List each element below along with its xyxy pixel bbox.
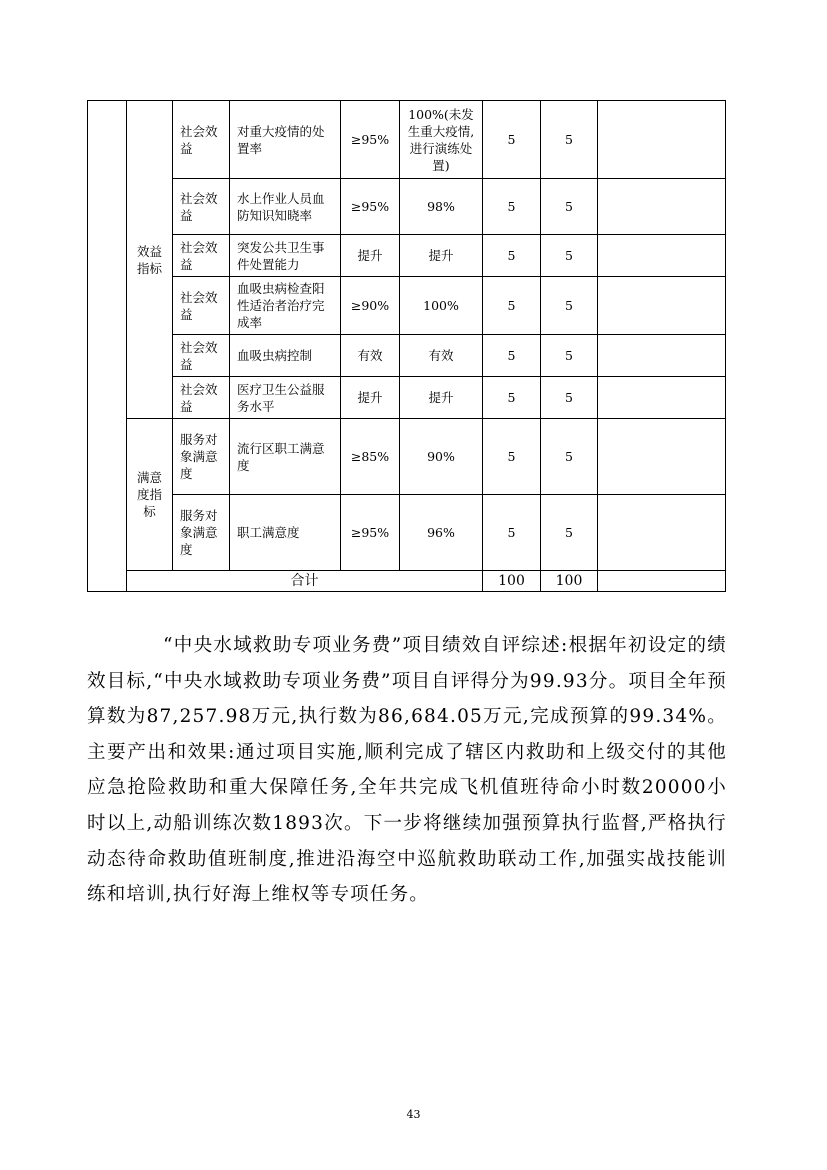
summary-paragraph: “中央水域救助专项业务费”项目绩效自评综述:根据年初设定的绩效目标,“中央水域救助专项业务费”项目自评得分为99.93分。项目全年预算数为87,257.98万元,执行数为86,684.05万元,完成预算的99.34%。主要产出和效果:通过项目实施,顺利完成了辖区内救助和上级交付的其他应急抢险救助和重大保障任务,全年共完成飞机值班待命小时数20000小时以上,动船训练次数1893次。下一步将继续加强预算执行监督,严格执行动态待命救助值班制度,推进沿海空中巡航救助联动工作,加强实战技能训练和培训,执行好海上维权等专项任务。: [87, 635, 727, 906]
table-row: [88, 377, 726, 419]
indicator-type: 社会效益: [173, 335, 230, 377]
score-value: 5: [541, 277, 598, 335]
indicator-type: 社会效益: [173, 101, 230, 179]
table-row: [88, 419, 726, 495]
indicator-type: 服务对象满意度: [173, 419, 230, 495]
indicator-name: 血吸虫病控制: [230, 335, 341, 377]
weight-value: 5: [483, 277, 541, 335]
indicator-name: 血吸虫病检查阳性适治者治疗完成率: [230, 277, 341, 335]
actual-value: 96%: [400, 495, 483, 571]
total-weight: 100: [483, 571, 541, 592]
target-value: ≥90%: [341, 277, 400, 335]
weight-value: 5: [483, 179, 541, 235]
score-value: 5: [541, 179, 598, 235]
target-value: 提升: [341, 235, 400, 277]
group-label-satisfaction: 满意度指标: [127, 419, 173, 571]
note-cell: [598, 419, 726, 495]
note-cell: [598, 235, 726, 277]
weight-value: 5: [483, 235, 541, 277]
actual-value: 98%: [400, 179, 483, 235]
score-value: 5: [541, 377, 598, 419]
table-row: [88, 179, 726, 235]
indicator-type: 社会效益: [173, 277, 230, 335]
page-number: 43: [406, 1108, 421, 1121]
weight-value: 5: [483, 377, 541, 419]
target-value: ≥85%: [341, 419, 400, 495]
target-value: ≥95%: [341, 179, 400, 235]
actual-value: 提升: [400, 235, 483, 277]
target-value: 有效: [341, 335, 400, 377]
target-value: ≥95%: [341, 495, 400, 571]
total-note: [598, 571, 726, 592]
indicator-name: 职工满意度: [230, 495, 341, 571]
total-score: 100: [541, 571, 598, 592]
note-cell: [598, 335, 726, 377]
score-value: 5: [541, 235, 598, 277]
first-level-cell: [88, 101, 127, 592]
note-cell: [598, 495, 726, 571]
indicator-type: 社会效益: [173, 377, 230, 419]
indicator-name: 对重大疫情的处置率: [230, 101, 341, 179]
indicator-name: 流行区职工满意度: [230, 419, 341, 495]
weight-value: 5: [483, 101, 541, 179]
actual-value: 有效: [400, 335, 483, 377]
indicator-type: 社会效益: [173, 235, 230, 277]
indicator-name: 医疗卫生公益服务水平: [230, 377, 341, 419]
target-value: ≥95%: [341, 101, 400, 179]
weight-value: 5: [483, 495, 541, 571]
table-row: [88, 335, 726, 377]
score-value: 5: [541, 419, 598, 495]
indicator-type: 社会效益: [173, 179, 230, 235]
score-value: 5: [541, 335, 598, 377]
actual-value: 100%(未发生重大疫情,进行演练处置): [400, 101, 483, 179]
total-row: [88, 571, 726, 592]
score-value: 5: [541, 101, 598, 179]
table-row: [88, 101, 726, 179]
note-cell: [598, 277, 726, 335]
actual-value: 100%: [400, 277, 483, 335]
table-row: [88, 235, 726, 277]
score-value: 5: [541, 495, 598, 571]
weight-value: 5: [483, 419, 541, 495]
actual-value: 提升: [400, 377, 483, 419]
note-cell: [598, 377, 726, 419]
indicator-type: 服务对象满意度: [173, 495, 230, 571]
target-value: 提升: [341, 377, 400, 419]
indicator-name: 突发公共卫生事件处置能力: [230, 235, 341, 277]
note-cell: [598, 101, 726, 179]
group-label-benefit: 效益指标: [127, 101, 173, 419]
total-label: 合计: [127, 571, 483, 592]
note-cell: [598, 179, 726, 235]
table-row: [88, 277, 726, 335]
table-row: [88, 495, 726, 571]
performance-table: [87, 100, 726, 592]
weight-value: 5: [483, 335, 541, 377]
actual-value: 90%: [400, 419, 483, 495]
indicator-name: 水上作业人员血防知识知晓率: [230, 179, 341, 235]
